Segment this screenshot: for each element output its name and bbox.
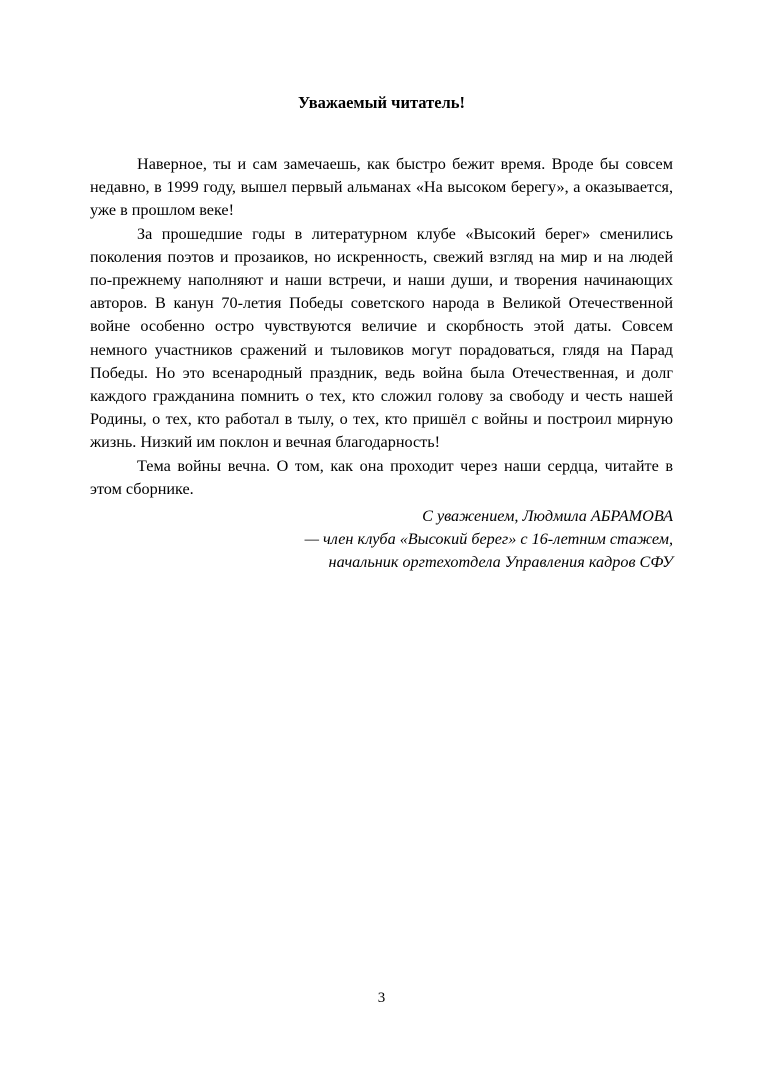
signature-line-2: — член клуба «Высокий берег» с 16-летним стажем, bbox=[304, 530, 673, 548]
paragraph-3: Тема войны вечна. О том, как она проходит через наши сердца, читайте в этом сборнике. bbox=[90, 456, 673, 498]
page-number: 3 bbox=[377, 990, 386, 1006]
signature-line-1: С уважением, Людмила АБРАМОВА bbox=[422, 507, 673, 525]
page-title: Уважаемый читатель! bbox=[297, 93, 466, 112]
letter-body bbox=[90, 153, 673, 501]
signature-block bbox=[90, 505, 673, 574]
paragraph-2: За прошедшие годы в литературном клубе «Высокий берег» сменились поколения поэтов и прозаиков, но искренность, свежий взгляд на мир и на людей по-прежнему наполняют и наши встречи, и наши души, и творения начинающих авторов. В канун 70-летия Победы советского народа в Великой Отечественной войне особенно остро чувствуются величие и скорбность этой даты. Совсем немного участников сражений и тыловиков могут порадоваться, глядя на Парад Победы. Но это всенародный праздник, ведь война была Отечественная, и долг каждого гражданина помнить о тех, кто сложил голову за свободу и честь нашей Родины, о тех, кто работал в тылу, о тех, кто пришёл с войны и построил мирную жизнь. Низкий им поклон и вечная благодарность! bbox=[90, 224, 673, 452]
signature-line-3: начальник оргтехотдела Управления кадров СФУ bbox=[328, 553, 673, 571]
paragraph-1: Наверное, ты и сам замечаешь, как быстро бежит время. Вроде бы совсем недавно, в 1999 году, вышел первый альманах «На высоком берегу», а оказывается, уже в прошлом веке! bbox=[90, 155, 673, 220]
